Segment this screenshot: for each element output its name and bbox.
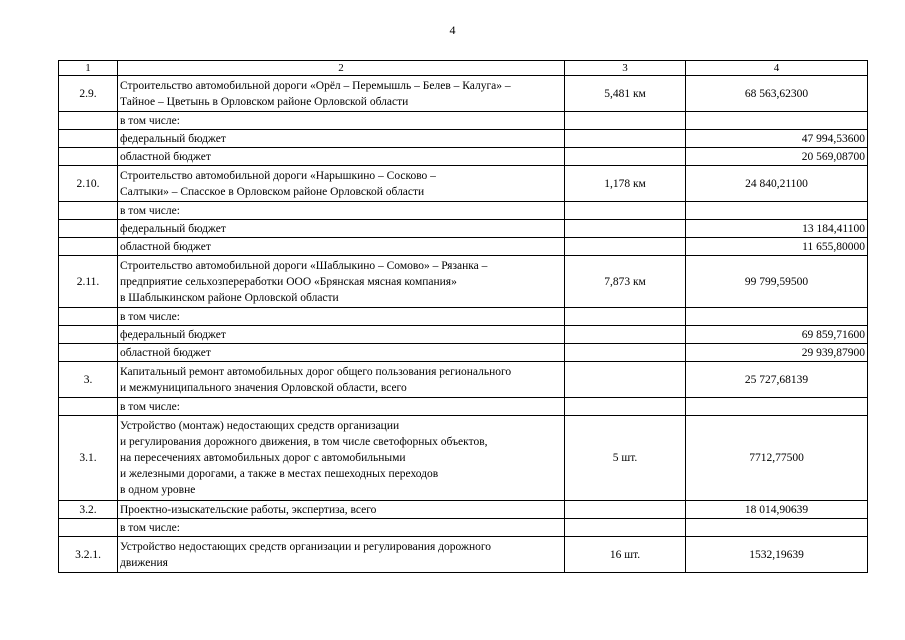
description-line: Устройство (монтаж) недостающих средств организации [120,420,400,432]
row-amount [686,308,868,326]
header-row [59,61,868,76]
header-col-3: 3 [565,61,686,76]
row-description [118,344,565,362]
budget-table [58,60,868,573]
description-line: федеральный бюджет [120,328,226,341]
row-quantity [565,398,686,416]
row-description [118,238,565,256]
row-quantity [565,308,686,326]
description-line: Устройство недостающих средств организации и регулирования дорожного [120,540,492,553]
row-amount: 99 799,59500 [686,256,868,308]
description-line: в том числе: [120,204,180,217]
description-line: в одном уровне [120,484,196,496]
row-number: 3.2.1. [59,537,118,573]
description-line: Капитальный ремонт автомобильных дорог общего пользования регионального [120,365,512,378]
row-description [118,326,565,344]
row-number [59,130,118,148]
row-quantity [565,148,686,166]
row-amount: 68 563,62300 [686,76,868,112]
description-line: областной бюджет [120,346,211,359]
row-quantity: 1,178 км [565,166,686,202]
row-amount: 20 569,08700 [686,148,868,166]
description-line: областной бюджет [120,150,211,163]
row-quantity [565,202,686,220]
row-number [59,519,118,537]
table-row [59,537,868,573]
description-line: и железными дорогами, а также в местах пешеходных переходов [120,468,439,480]
description-line: Строительство автомобильной дороги «Шаблыкино – Сомово» – Рязанка – [120,259,488,272]
row-description [118,308,565,326]
description-line: на пересечениях автомобильных дорог с автомобильными [120,452,406,464]
table-row [59,398,868,416]
row-description [118,148,565,166]
row-amount [686,112,868,130]
row-number [59,326,118,344]
row-amount: 24 840,21100 [686,166,868,202]
header-col-1: 1 [59,61,118,76]
row-number: 3.2. [59,501,118,519]
row-amount: 25 727,68139 [686,362,868,398]
table-row [59,416,868,501]
row-number: 3. [59,362,118,398]
row-number: 3.1. [59,416,118,501]
row-quantity: 16 шт. [565,537,686,573]
table-row [59,76,868,112]
row-quantity [565,238,686,256]
table-row [59,362,868,398]
row-amount: 1532,19639 [686,537,868,573]
row-description [118,519,565,537]
description-line: предприятие сельхозпереработки ООО «Брянская мясная компания» [120,275,457,288]
row-amount: 13 184,41100 [686,220,868,238]
table-row [59,130,868,148]
description-line: в том числе: [120,114,180,127]
row-description [118,220,565,238]
row-quantity: 7,873 км [565,256,686,308]
table-row [59,166,868,202]
row-number [59,112,118,130]
table-row [59,308,868,326]
row-description [118,416,565,501]
table-row [59,220,868,238]
row-amount: 18 014,90639 [686,501,868,519]
row-number [59,308,118,326]
row-description [118,130,565,148]
table-row [59,256,868,308]
table-row [59,519,868,537]
row-number: 2.9. [59,76,118,112]
row-amount [686,202,868,220]
table-row [59,148,868,166]
row-amount: 69 859,71600 [686,326,868,344]
description-line: движения [120,556,168,569]
row-amount: 11 655,80000 [686,238,868,256]
header-col-2: 2 [118,61,565,76]
table-row [59,238,868,256]
description-line: федеральный бюджет [120,132,226,145]
row-number [59,344,118,362]
row-number [59,220,118,238]
row-quantity [565,519,686,537]
description-line: областной бюджет [120,240,211,253]
row-number [59,202,118,220]
row-description [118,398,565,416]
table-row [59,344,868,362]
row-quantity: 5,481 км [565,76,686,112]
description-line: и межмуниципального значения Орловской области, всего [120,381,407,394]
row-quantity [565,326,686,344]
table-row [59,326,868,344]
row-quantity [565,362,686,398]
row-description [118,202,565,220]
row-description [118,112,565,130]
description-line: Проектно-изыскательские работы, экспертиза, всего [120,503,377,516]
table-row [59,202,868,220]
description-line: федеральный бюджет [120,222,226,235]
row-number [59,398,118,416]
row-number [59,148,118,166]
row-amount [686,519,868,537]
row-number: 2.11. [59,256,118,308]
row-description [118,362,565,398]
table-row [59,112,868,130]
description-line: Тайное – Цветынь в Орловском районе Орловской области [120,95,409,108]
description-line: в том числе: [120,521,180,534]
header-col-4: 4 [686,61,868,76]
page-number: 4 [449,23,456,37]
row-quantity [565,501,686,519]
table-row [59,501,868,519]
description-line: в том числе: [120,310,180,323]
description-line: в том числе: [120,400,180,413]
row-quantity [565,112,686,130]
description-line: и регулирования дорожного движения, в том числе светофорных объектов, [120,436,488,448]
row-description [118,256,565,308]
description-line: Строительство автомобильной дороги «Орёл – Перемышль – Белев – Калуга» – [120,79,511,92]
row-amount: 47 994,53600 [686,130,868,148]
row-quantity [565,344,686,362]
row-quantity [565,220,686,238]
row-amount: 29 939,87900 [686,344,868,362]
row-number [59,238,118,256]
row-quantity: 5 шт. [565,416,686,501]
description-line: Строительство автомобильной дороги «Нарышкино – Сосково – [120,169,436,182]
description-line: в Шаблыкинском районе Орловской области [120,291,339,304]
row-description [118,501,565,519]
row-description [118,537,565,573]
row-description [118,166,565,202]
row-quantity [565,130,686,148]
row-amount: 7712,77500 [686,416,868,501]
description-line: Салтыки» – Спасское в Орловском районе Орловской области [120,185,425,198]
row-description [118,76,565,112]
row-number: 2.10. [59,166,118,202]
row-amount [686,398,868,416]
